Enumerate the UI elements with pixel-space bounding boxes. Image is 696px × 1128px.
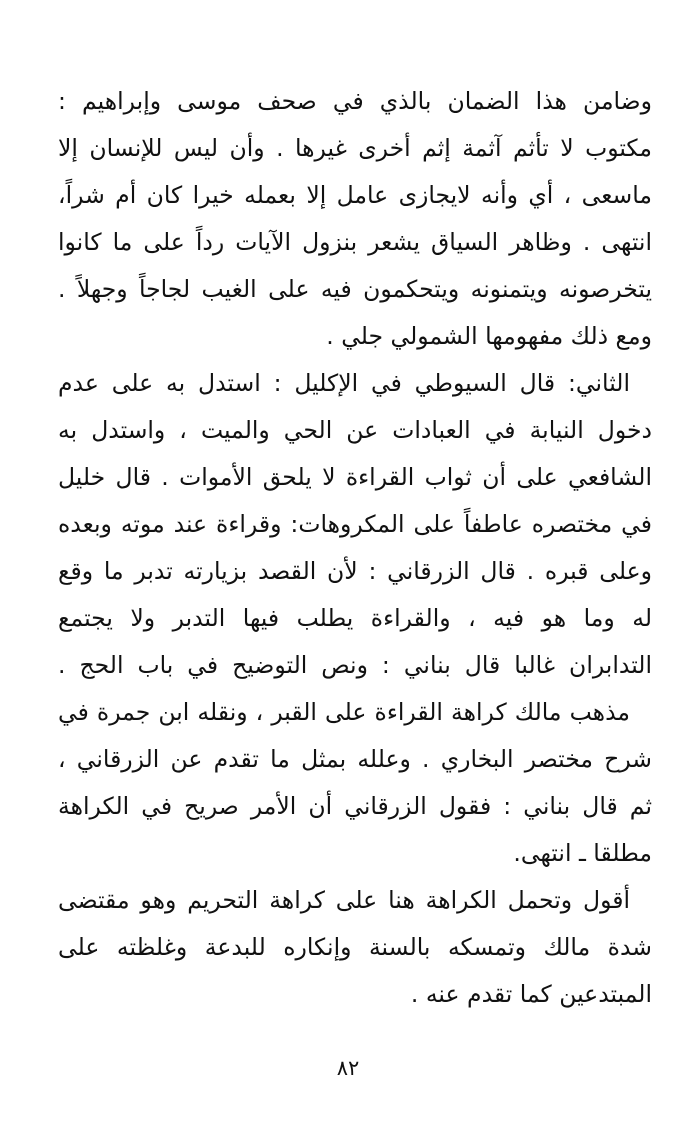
text-line: انتهى . وظاهر السياق يشعر بنزول الآيات رداً على ما كانوا xyxy=(58,228,652,256)
text-line: يتخرصونه ويتمنونه ويتحكمون فيه على الغيب لجاجاً وجهلاً . xyxy=(58,275,652,303)
text-line: وضامن هذا الضمان بالذي في صحف موسى وإبراهيم : xyxy=(58,87,652,115)
text-line: شدة مالك وتمسكه بالسنة وإنكاره للبدعة وغلظته على xyxy=(58,933,652,961)
text-line: وعلى قبره . قال الزرقاني : لأن القصد بزيارته تدبر ما وقع xyxy=(58,557,652,585)
text-line: ومع ذلك مفهومها الشمولي جلي . xyxy=(326,322,652,350)
page-number: ٨٢ xyxy=(336,1056,360,1080)
text-line: أقول وتحمل الكراهة هنا على كراهة التحريم وهو مقتضى xyxy=(58,886,630,914)
text-line: له وما هو فيه ، والقراءة يطلب فيها التدبر ولا يجتمع xyxy=(58,604,652,632)
text-line: الشافعي على أن ثواب القراءة لا يلحق الأموات . قال خليل xyxy=(58,463,652,491)
body-text xyxy=(58,78,652,1018)
text-line: المبتدعين كما تقدم عنه . xyxy=(410,980,652,1008)
text-line: في مختصره عاطفاً على المكروهات: وقراءة عند موته وبعده xyxy=(58,510,652,538)
text-line: مكتوب لا تأثم آثمة إثم أخرى غيرها . وأن ليس للإنسان إلا xyxy=(58,134,652,162)
text-line: التدابران غالبا قال بناني : ونص التوضيح في باب الحج . xyxy=(58,651,652,679)
text-line: مطلقا ـ انتهى. xyxy=(513,839,652,867)
text-line: الثاني: قال السيوطي في الإكليل : استدل به على عدم xyxy=(58,369,630,397)
text-line: ماسعى ، أي وأنه لايجازى عامل إلا بعمله خيرا كان أم شراً، xyxy=(58,181,652,209)
text-line: شرح مختصر البخاري . وعلله بمثل ما تقدم عن الزرقاني ، xyxy=(58,745,652,773)
text-line: مذهب مالك كراهة القراءة على القبر ، ونقله ابن جمرة في xyxy=(58,698,630,726)
text-line: ثم قال بناني : فقول الزرقاني أن الأمر صريح في الكراهة xyxy=(58,792,652,820)
text-line: دخول النيابة في العبادات عن الحي والميت ، واستدل به xyxy=(58,416,652,444)
